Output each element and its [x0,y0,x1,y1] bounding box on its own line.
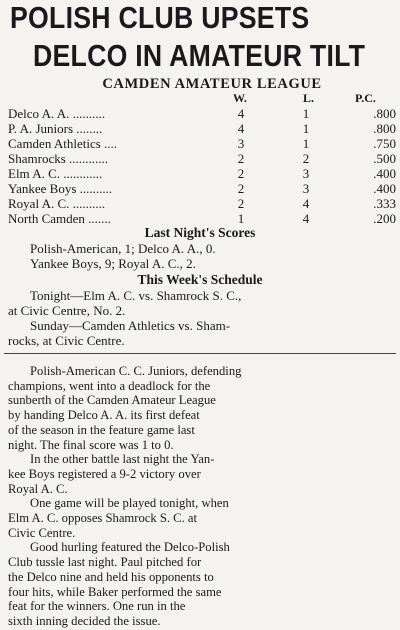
article-line: One game will be played tonight, when [30,496,229,511]
score-line [0,241,400,256]
standings-row [0,106,400,121]
article-line: Polish-American C. C. Juniors, defending [30,364,242,378]
standings-row [0,181,400,196]
article-line: feat for the winners. One run in the [8,599,186,614]
standings-row [0,151,400,166]
article-line: sixth inning decided the issue. [8,614,161,628]
team-percentage: .500 [373,151,396,166]
schedule-text: at Civic Centre, No. 2. [8,303,126,318]
team-losses: 1 [302,121,310,136]
team-wins: 2 [237,166,245,181]
article-line: champions, went into a deadlock for the [8,378,211,393]
article-line: Club tussle last night. Paul pitched for [8,555,202,570]
standings-row [0,121,400,136]
team-percentage: .333 [373,196,396,211]
team-wins: 3 [237,136,245,151]
team-losses: 3 [302,166,310,181]
team-wins: 4 [237,121,245,136]
team-name: Yankee Boys .......... [8,181,113,196]
team-name: Royal A. C. .......... [8,196,106,211]
schedule-title: This Week's Schedule [137,272,263,287]
article-line: Elm A. C. opposes Shamrock S. C. at [8,511,198,526]
standings-row [0,166,400,181]
team-percentage: .400 [373,166,396,181]
team-wins: 2 [237,181,245,196]
column-header-losses: L. [303,91,315,105]
team-name: Camden Athletics .... [8,136,118,151]
team-percentage: .400 [373,181,396,196]
headline-line-1: POLISH CLUB UPSETS [10,0,310,35]
article-line: by handing Delco A. A. its first defeat [8,408,200,423]
article-line: Good hurling featured the Delco-Polish [30,540,230,555]
team-wins: 4 [237,106,245,121]
team-percentage: .800 [373,121,396,136]
headline-line-2: DELCO IN AMATEUR TILT [33,38,366,73]
schedule-line [0,333,400,348]
team-name: P. A. Juniors ........ [8,121,103,136]
team-name: North Camden ....... [8,211,111,226]
article-line: sunberth of the Camden Amateur League [8,393,216,408]
team-wins: 2 [237,196,245,211]
standings-row [0,196,400,211]
column-header-wins: W. [233,91,247,105]
schedule-line [0,318,400,333]
section-divider [4,353,396,354]
article-line: kee Boys registered a 9-2 victory over [8,466,201,481]
team-losses: 4 [302,211,310,226]
team-losses: 4 [302,196,310,211]
team-losses: 2 [302,151,310,166]
team-percentage: .800 [373,106,396,121]
article-line: four hits, while Baker performed the same [8,584,222,599]
team-losses: 1 [302,136,310,151]
team-percentage: .200 [373,211,396,226]
standings-row [0,211,400,226]
team-losses: 1 [302,106,310,121]
team-wins: 1 [237,211,245,226]
article-line: of the season in the feature game last [8,422,195,437]
schedule-text: Sunday—Camden Athletics vs. Sham- [30,318,231,333]
article-line: Civic Centre. [8,525,76,540]
article-line: Royal A. C. [8,481,68,496]
article-line: night. The final score was 1 to 0. [8,437,174,452]
team-losses: 3 [302,181,310,196]
league-title: CAMDEN AMATEUR LEAGUE [102,76,322,92]
team-wins: 2 [237,151,245,166]
standings-row [0,136,400,151]
score-text: Yankee Boys, 9; Royal A. C., 2. [30,256,196,271]
schedule-line [0,303,400,318]
scores-title: Last Night's Scores [144,225,256,240]
schedule-text: rocks, at Civic Centre. [8,333,125,348]
article-line: In the other battle last night the Yan- [30,452,215,467]
column-header-percentage: P.C. [355,91,376,105]
article-line: the Delco nine and held his opponents to [8,569,214,584]
team-name: Shamrocks ............ [8,151,109,166]
team-name: Delco A. A. .......... [8,106,106,121]
score-text: Polish-American, 1; Delco A. A., 0. [30,241,216,256]
team-name: Elm A. C. ............ [8,166,103,181]
team-percentage: .750 [373,136,396,151]
schedule-text: Tonight—Elm A. C. vs. Shamrock S. C., [30,288,242,303]
schedule-line [0,288,400,303]
score-line [0,256,400,271]
